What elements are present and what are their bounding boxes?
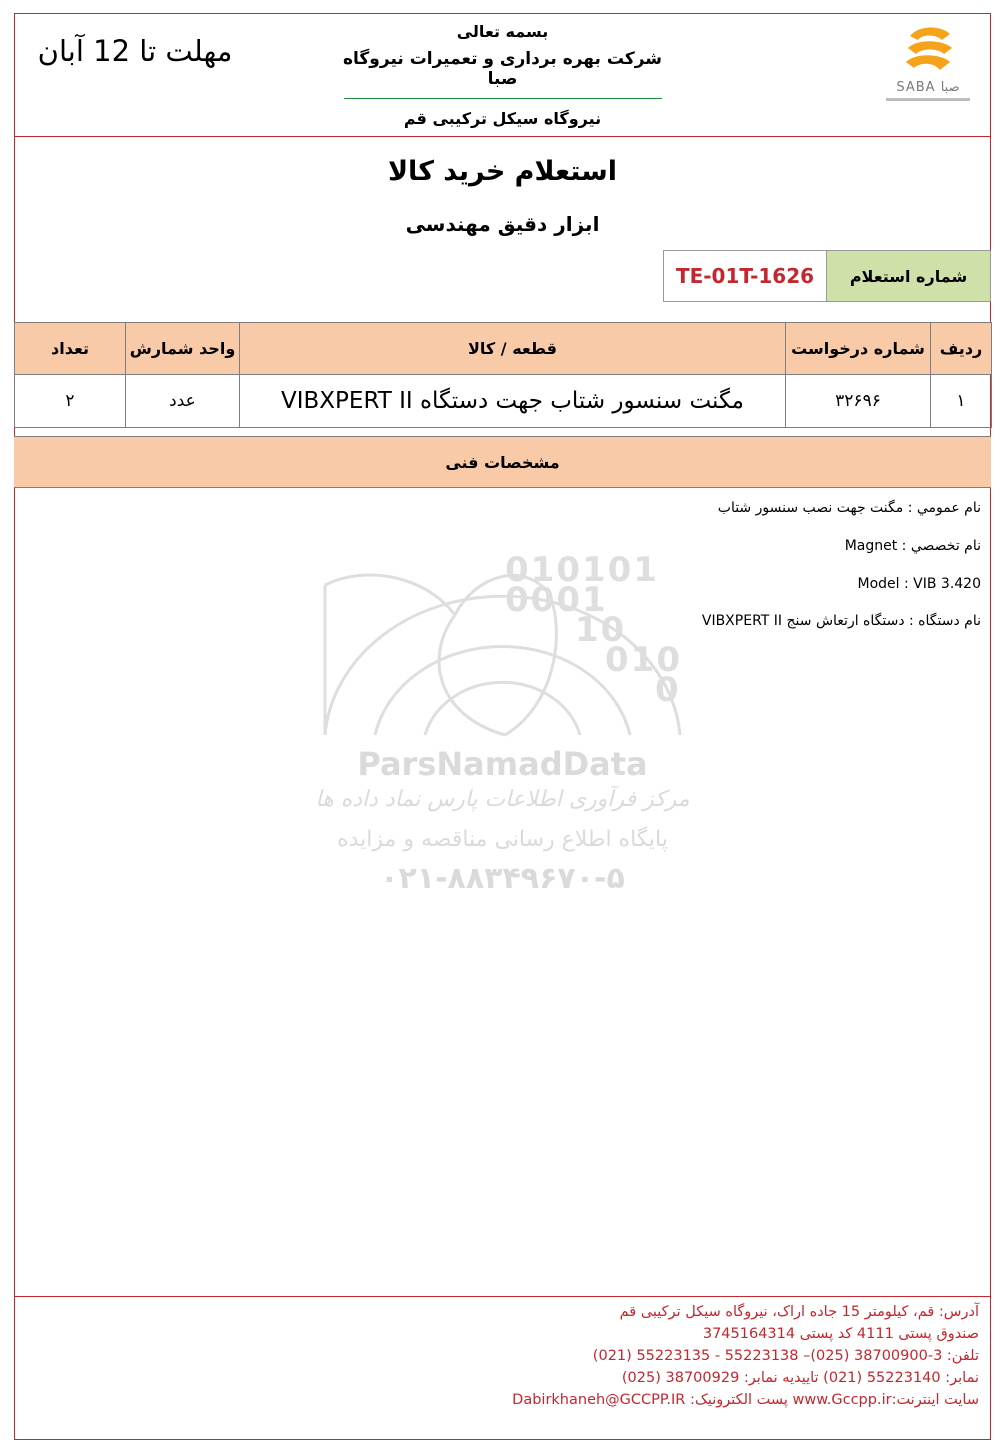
- wm-digit-line: 0001: [505, 580, 608, 620]
- header-quantity: تعداد: [15, 323, 126, 375]
- items-table: [14, 322, 992, 428]
- footer-address: آدرس: قم، کیلومتر 15 جاده اراک، نیروگاه سیکل ترکیبی قم: [619, 1304, 979, 1320]
- saba-logo-icon: [880, 22, 976, 108]
- footer-divider: [14, 1296, 991, 1297]
- besmellah: بسمه تعالی: [456, 22, 549, 41]
- specs-title: مشخصات فنی: [14, 436, 991, 488]
- header-unit: واحد شمارش: [126, 323, 240, 375]
- spec-general-name: نام عمومي : مگنت جهت نصب سنسور شتاب: [717, 500, 981, 516]
- document-subtitle: ابزار دقیق مهندسی: [405, 212, 600, 236]
- header-request-number: شماره درخواست: [786, 323, 931, 375]
- inquiry-number-box: [663, 250, 991, 302]
- spec-model: Model : VIB 3.420: [857, 576, 981, 592]
- cell-item: مگنت سنسور شتاب جهت دستگاه VIBXPERT II: [240, 375, 786, 428]
- deadline-note: مهلت تا 12 آبان: [37, 34, 233, 68]
- watermark-brand: ParsNamadData: [357, 745, 648, 783]
- watermark-line1: مرکز فرآوری اطلاعات پارس نماد داده ها: [315, 787, 690, 812]
- footer-web-email: سایت اینترنت:www.Gccpp.ir پست الکترونیک: Dabirkhaneh@GCCPP.IR: [512, 1392, 979, 1408]
- header-row-number: ردیف: [931, 323, 992, 375]
- watermark-line2: پایگاه اطلاع رسانی مناقصه و مزایده: [337, 827, 668, 852]
- wm-digit-line: 010101: [505, 550, 659, 590]
- header-divider: [14, 136, 991, 137]
- cell-row-number: ۱: [931, 375, 992, 428]
- inquiry-number: TE-01T-1626: [675, 264, 815, 288]
- wm-digit-line: 0: [655, 670, 681, 710]
- watermark-phone: ۰۲۱-۸۸۳۴۹۶۷۰-۵: [380, 861, 625, 896]
- cell-request-number: ۳۲۶۹۶: [786, 375, 931, 428]
- cell-quantity: ۲: [15, 375, 126, 428]
- footer-contact: [339, 1301, 979, 1411]
- table-row: [15, 375, 992, 428]
- watermark-digits: [505, 550, 682, 710]
- spec-device: نام دستگاه : دستگاه ارتعاش سنج VIBXPERT II: [701, 613, 981, 629]
- spec-technical-name: نام تخصصي : Magnet: [844, 538, 981, 554]
- watermark: [305, 550, 700, 900]
- cell-unit: عدد: [126, 375, 240, 428]
- wm-digit-line: 010: [605, 640, 682, 680]
- header-item: قطعه / کالا: [240, 323, 786, 375]
- footer-pobox: صندوق پستی 4111 کد پستی 3745164314: [702, 1326, 979, 1342]
- green-divider: [344, 98, 662, 99]
- document-title: استعلام خرید کالا: [387, 156, 618, 187]
- plant-name: نیروگاه سیکل ترکیبی قم: [403, 109, 602, 128]
- wm-digit-line: 10: [575, 610, 627, 650]
- table-header-row: [15, 323, 992, 375]
- footer-fax: نمابر: 55223140 (021) تاییدیه نمابر: 38700929 (025): [621, 1370, 979, 1386]
- inquiry-label: شماره استعلام: [826, 251, 990, 301]
- header-center: [340, 20, 665, 128]
- logo-underline: [886, 98, 970, 101]
- footer-phone: تلفن: 3-38700900 (025)– 55223138 - 55223135 (021): [592, 1348, 979, 1364]
- logo-text: SABA صبا: [896, 80, 960, 95]
- company-name: شرکت بهره برداری و تعمیرات نیروگاه صبا: [343, 49, 662, 89]
